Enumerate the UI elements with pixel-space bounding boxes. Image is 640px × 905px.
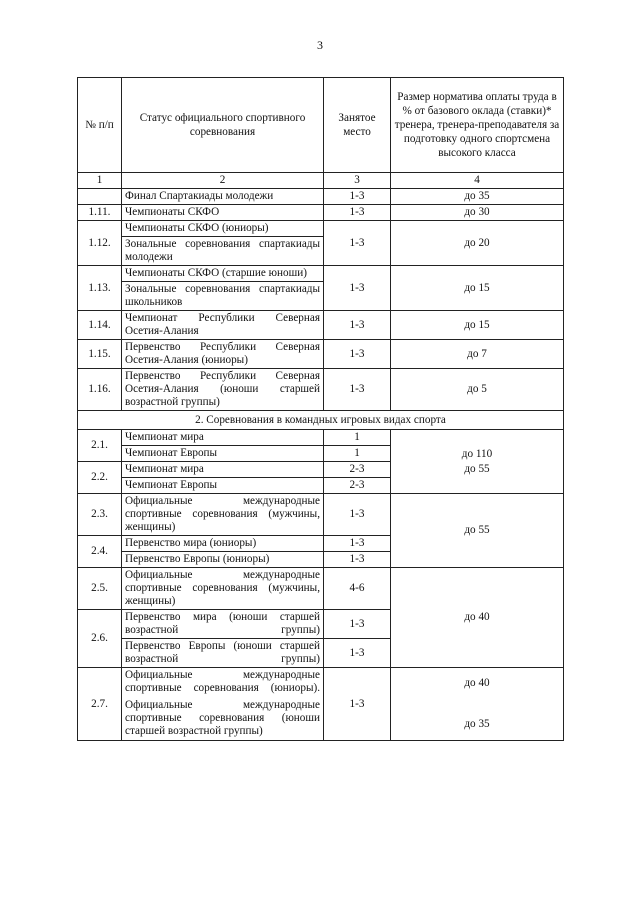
row-norm: до 5 (391, 369, 564, 411)
row-num: 2.2. (78, 462, 122, 494)
row-status: Первенство Республики Северная Осетия-Алания (юноши старшей возрастной группы) (122, 369, 324, 411)
row-place: 1-3 (324, 221, 391, 266)
row-place: 1-3 (324, 536, 391, 552)
row-num: 2.5. (78, 568, 122, 610)
row-place: 1-3 (324, 494, 391, 536)
row-norm: до 35 (391, 189, 564, 205)
section-title: 2. Соревнования в командных игровых видах спорта (78, 411, 564, 430)
row-status: Первенство мира (юниоры) (122, 536, 324, 552)
row-norm: до 40 (464, 677, 490, 689)
table-row (78, 430, 564, 446)
table-row (78, 369, 564, 411)
col-number-4: 4 (391, 173, 564, 189)
row-num (78, 189, 122, 205)
row-status: Первенство мира (юноши старшей возрастной группы) (122, 610, 324, 639)
table-header-row (78, 78, 564, 173)
row-status: Зональные соревнования спартакиады школьников (122, 282, 324, 311)
row-place: 2-3 (324, 478, 391, 494)
row-num: 1.13. (78, 266, 122, 311)
header-num: № п/п (78, 78, 122, 173)
row-norm: до 55 (391, 494, 564, 568)
row-place: 1-3 (324, 552, 391, 568)
row-num: 2.4. (78, 536, 122, 568)
row-num: 2.3. (78, 494, 122, 536)
row-norm: до 15 (391, 311, 564, 340)
row-status: Официальные международные спортивные соревнования (мужчины, женщины) (122, 568, 324, 610)
row-status: Первенство Европы (юниоры) (122, 552, 324, 568)
row-place: 1-3 (324, 668, 391, 741)
row-place: 1 (324, 430, 391, 446)
row-norm: до 55 (391, 462, 564, 494)
table-row (78, 266, 564, 282)
col-number-2: 2 (122, 173, 324, 189)
row-place: 1-3 (324, 610, 391, 639)
row-status: Чемпионаты СКФО (122, 205, 324, 221)
row-num: 1.14. (78, 311, 122, 340)
row-norm: до 30 (391, 205, 564, 221)
row-norm: до 7 (391, 340, 564, 369)
row-num: 2.7. (78, 668, 122, 741)
row-status: Финал Спартакиады молодежи (122, 189, 324, 205)
row-status: Официальные международные спортивные соревнования (юниоры). (125, 669, 320, 694)
row-num: 1.11. (78, 205, 122, 221)
column-number-row (78, 173, 564, 189)
table-row (78, 189, 564, 205)
row-place: 1-3 (324, 369, 391, 411)
row-status: Первенство Республики Северная Осетия-Алания (юниоры) (122, 340, 324, 369)
row-norm: до 20 (391, 221, 564, 266)
row-num: 1.16. (78, 369, 122, 411)
row-num: 1.15. (78, 340, 122, 369)
row-norm-group (391, 668, 564, 741)
row-norm: до 15 (391, 266, 564, 311)
row-status: Зональные соревнования спартакиады молодежи (122, 237, 324, 266)
row-status: Чемпионат Республики Северная Осетия-Алания (122, 311, 324, 340)
table-row (78, 494, 564, 536)
row-place: 1-3 (324, 189, 391, 205)
row-num: 1.12. (78, 221, 122, 266)
table-row (78, 205, 564, 221)
row-place: 4-6 (324, 568, 391, 610)
row-place: 1-3 (324, 266, 391, 311)
row-place: 1 (324, 446, 391, 462)
table-row (78, 340, 564, 369)
page-number: 3 (317, 38, 323, 52)
col-number-1: 1 (78, 173, 122, 189)
row-status: Чемпионат мира (122, 430, 324, 446)
row-status: Чемпионаты СКФО (старшие юноши) (122, 266, 324, 282)
col-number-3: 3 (324, 173, 391, 189)
norms-table (77, 77, 564, 741)
row-status: Чемпионат Европы (122, 446, 324, 462)
row-num: 2.1. (78, 430, 122, 462)
header-status: Статус официального спортивного соревнования (122, 78, 324, 173)
table-row (78, 311, 564, 340)
row-status: Первенство Европы (юноши старшей возрастной группы) (122, 639, 324, 668)
row-norm: до 40 (391, 568, 564, 668)
row-place: 1-3 (324, 639, 391, 668)
row-status: Чемпионат мира (122, 462, 324, 478)
table-row (78, 668, 564, 741)
row-norm: до 110 (391, 430, 564, 462)
row-place: 1-3 (324, 311, 391, 340)
section-row (78, 411, 564, 430)
row-place: 1-3 (324, 340, 391, 369)
row-norm: до 35 (464, 718, 490, 730)
header-place: Занятое место (324, 78, 391, 173)
row-status: Чемпионат Европы (122, 478, 324, 494)
row-status: Официальные международные спортивные соревнования (юноши старшей возрастной группы) (125, 699, 320, 737)
header-norm: Размер норматива оплаты труда в % от базового оклада (ставки)* тренера, тренера-преподавателя за подготовку одного спортсмена высокого класса (391, 78, 564, 173)
row-place: 1-3 (324, 205, 391, 221)
table-row (78, 568, 564, 610)
table-row (78, 221, 564, 237)
table-row (78, 462, 564, 478)
row-place: 2-3 (324, 462, 391, 478)
row-num: 2.6. (78, 610, 122, 668)
row-status: Чемпионаты СКФО (юниоры) (122, 221, 324, 237)
row-status: Официальные международные спортивные соревнования (мужчины, женщины) (122, 494, 324, 536)
row-status-group (122, 668, 324, 741)
